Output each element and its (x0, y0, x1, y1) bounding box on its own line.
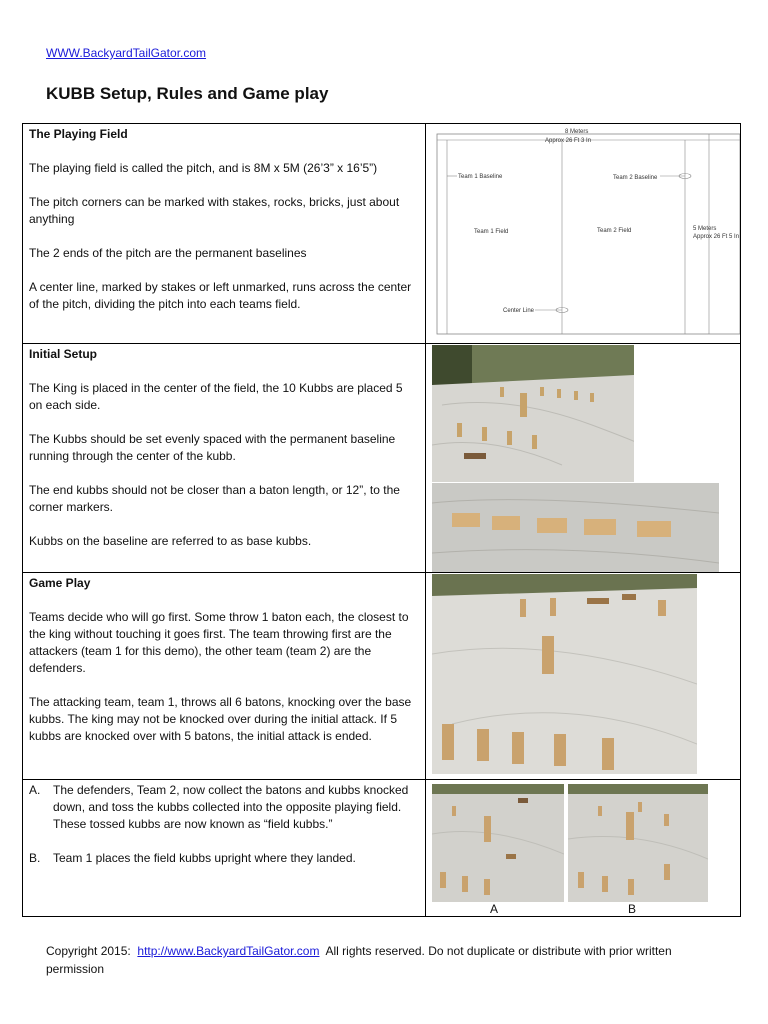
copyright-prefix: Copyright 2015: (46, 944, 131, 958)
width-approx-label: Approx 26 Ft 3 In (545, 138, 592, 144)
row-game-play (23, 573, 740, 780)
rules-table (22, 123, 741, 917)
team1-field-label: Team 1 Field (474, 229, 509, 235)
initial-setup-photos (427, 344, 740, 572)
footer-link[interactable]: http://www.BackyardTailGator.com (137, 944, 320, 958)
pitch-diagram-cell (427, 124, 740, 343)
step-a-photo (432, 784, 564, 902)
step-b-marker: B. (29, 851, 41, 865)
pitch-diagram (427, 124, 740, 342)
game-play-text (23, 573, 426, 779)
copyright-suffix: All rights reserved. Do not duplicate or distribute with prior written permission (46, 944, 672, 976)
step-a-text: The defenders, Team 2, now collect the batons and kubbs knocked down, and toss the kubbs collected into the opposite playing field. These tossed kubbs are now known as “field kubbs.” (53, 783, 409, 831)
center-line-label: Center Line (503, 308, 535, 314)
paragraph: A center line, marked by stakes or left unmarked, runs across the center of the pitch, dividing the pitch into each teams field. (29, 280, 412, 311)
photo-caption-a: A (490, 902, 499, 916)
photo-caption-b: B (628, 902, 637, 916)
height-approx-label: Approx 26 Ft 5 In (693, 234, 740, 240)
row-steps (23, 780, 740, 916)
playing-field-text (23, 124, 426, 343)
steps-photos (427, 780, 740, 916)
kubb-baseline-photo (432, 483, 719, 572)
site-link[interactable]: WWW.BackyardTailGator.com (46, 46, 207, 60)
row-playing-field (23, 124, 740, 344)
step-b-photo (568, 784, 708, 902)
section-heading-initial-setup: Initial Setup (29, 347, 98, 361)
steps-list (29, 782, 419, 867)
paragraph: Kubbs on the baseline are referred to as base kubbs. (29, 534, 312, 548)
step-a-marker: A. (29, 783, 41, 797)
team2-field-label: Team 2 Field (597, 228, 632, 234)
step-b (29, 850, 419, 867)
row-initial-setup (23, 344, 740, 573)
game-play-photo-cell (427, 573, 740, 779)
paragraph: The Kubbs should be set evenly spaced with the permanent baseline running through the center of the kubb. (29, 432, 396, 463)
paragraph: The King is placed in the center of the field, the 10 Kubbs are placed 5 on each side. (29, 381, 403, 412)
paragraph: The end kubbs should not be closer than a baton length, or 12”, to the corner markers. (29, 483, 400, 514)
steps-text (23, 780, 426, 916)
game-play-photo (432, 574, 697, 774)
paragraph: Teams decide who will go first. Some throw 1 baton each, the closest to the king without touching it goes first. The team throwing first are the attackers (team 1 for this demo), the other team (team 2) are the defenders. (29, 610, 409, 675)
paragraph: The attacking team, team 1, throws all 6 batons, knocking over the base kubbs. The king may not be knocked over during the initial attack. If 5 kubbs are knocked over with 5 batons, the initial attack is ended. (29, 695, 412, 743)
step-a (29, 782, 419, 833)
paragraph: The 2 ends of the pitch are the permanent baselines (29, 246, 307, 260)
section-heading-playing-field: The Playing Field (29, 127, 128, 141)
width-label: 8 Meters (565, 129, 589, 135)
initial-setup-text (23, 344, 426, 572)
team2-baseline-label: Team 2 Baseline (613, 175, 658, 181)
step-b-text: Team 1 places the field kubbs upright where they landed. (53, 851, 356, 865)
page-title: KUBB Setup, Rules and Game play (46, 84, 329, 103)
copyright-footer (46, 942, 726, 978)
paragraph: The playing field is called the pitch, and is 8M x 5M (26’3” x 16’5”) (29, 161, 378, 175)
team1-baseline-label: Team 1 Baseline (458, 174, 503, 180)
paragraph: The pitch corners can be marked with stakes, rocks, bricks, just about anything (29, 195, 400, 226)
kubb-setup-photo (432, 345, 634, 482)
height-label: 5 Meters (693, 226, 717, 232)
section-heading-game-play: Game Play (29, 576, 91, 590)
